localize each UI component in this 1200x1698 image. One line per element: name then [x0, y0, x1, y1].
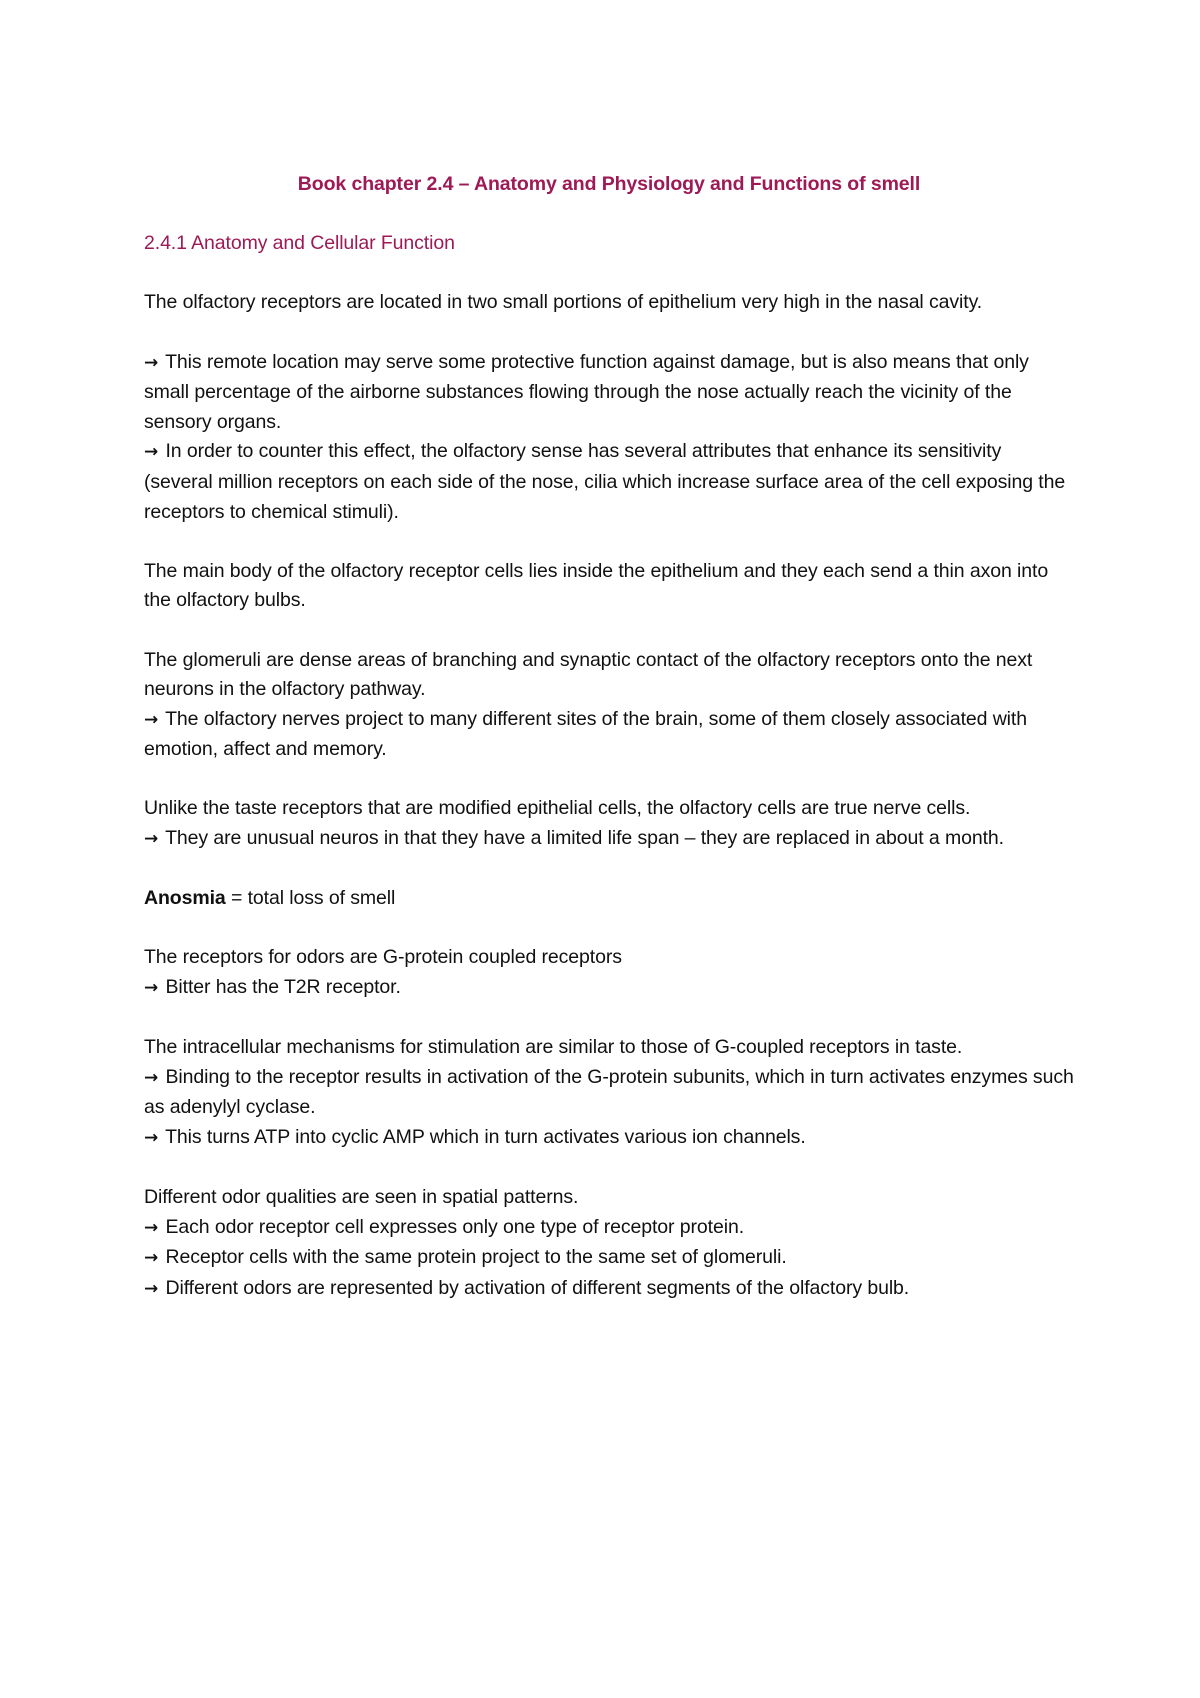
line-text: Each odor receptor cell expresses only one type of receptor protein.: [165, 1215, 745, 1238]
line-text: Bitter has the T2R receptor.: [165, 976, 401, 999]
right-arrow-icon: →: [144, 352, 159, 373]
line-text: = total loss of smell: [225, 887, 396, 910]
paragraph-list: [144, 288, 1074, 1304]
arrow-bullet-line: [144, 348, 1074, 438]
right-arrow-icon: →: [144, 442, 159, 463]
line-text: In order to counter this effect, the olfactory sense has several attributes that enhance its sensitivity (several million receptors on each side of the nose, cilia which increase surface area of the cell exposing the receptors to chemical stimuli).: [144, 440, 1066, 523]
arrow-bullet-line: [144, 973, 1074, 1004]
paragraph: [144, 1183, 1074, 1304]
paragraph: [144, 943, 1074, 1003]
right-arrow-icon: →: [144, 1067, 159, 1088]
document-body: [144, 170, 1074, 1334]
right-arrow-icon: →: [144, 1128, 159, 1148]
line-text: Different odors are represented by activation of different segments of the olfactory bulb.: [165, 1276, 910, 1299]
line-text: The intracellular mechanisms for stimulation are similar to those of G-coupled receptors in taste.: [144, 1036, 963, 1059]
paragraph-line: [144, 1033, 1074, 1063]
paragraph: [144, 884, 1074, 914]
paragraph: [144, 348, 1074, 528]
line-text: Binding to the receptor results in activation of the G-protein subunits, which in turn activates enzymes such as adenylyl cyclase.: [144, 1065, 1074, 1119]
line-text: The receptors for odors are G-protein coupled receptors: [144, 946, 622, 969]
paragraph: [144, 1033, 1074, 1153]
line-text: The main body of the olfactory receptor cells lies inside the epithelium and they each send a thin axon into the olfactory bulbs.: [144, 559, 1049, 612]
line-text: The glomeruli are dense areas of branching and synaptic contact of the olfactory receptors onto the next neurons in the olfactory pathway.: [144, 648, 1033, 701]
right-arrow-icon: →: [144, 1217, 159, 1238]
line-text: This turns ATP into cyclic AMP which in turn activates various ion channels.: [165, 1126, 806, 1148]
arrow-bullet-line: [144, 1213, 1074, 1244]
line-text: Receptor cells with the same protein project to the same set of glomeruli.: [165, 1246, 787, 1269]
line-text: This remote location may serve some protective function against damage, but is also means that only small percentage of the airborne substances flowing through the nose actually reach the vicinity of the sensory organs.: [144, 350, 1029, 433]
right-arrow-icon: →: [144, 709, 159, 730]
paragraph: [144, 557, 1074, 616]
document-title: Book chapter 2.4 – Anatomy and Physiology and Functions of smell: [297, 173, 921, 195]
arrow-bullet-line: [144, 1243, 1074, 1274]
paragraph-line: [144, 943, 1074, 973]
arrow-bullet-line: [144, 1274, 1074, 1305]
paragraph-line: [144, 557, 1074, 616]
paragraph-line: [144, 1183, 1074, 1213]
section-heading: 2.4.1 Anatomy and Cellular Function: [144, 232, 455, 255]
paragraph-line: [144, 794, 1074, 824]
right-arrow-icon: →: [144, 1278, 159, 1299]
line-text: Different odor qualities are seen in spatial patterns.: [144, 1186, 579, 1209]
right-arrow-icon: →: [144, 1248, 159, 1269]
arrow-bullet-line: [144, 824, 1074, 855]
paragraph: [144, 288, 1074, 318]
line-text: The olfactory nerves project to many different sites of the brain, some of them closely associated with emotion, affect and memory.: [144, 707, 1027, 761]
line-text: The olfactory receptors are located in two small portions of epithelium very high in the nasal cavity.: [144, 291, 983, 314]
line-text: Unlike the taste receptors that are modified epithelial cells, the olfactory cells are true nerve cells.: [144, 797, 971, 820]
paragraph-line: [144, 646, 1074, 705]
paragraph: [144, 794, 1074, 854]
right-arrow-icon: →: [144, 978, 159, 999]
paragraph-line: [144, 288, 1074, 318]
right-arrow-icon: →: [144, 829, 159, 850]
defined-term: Anosmia: [144, 887, 226, 910]
paragraph: [144, 646, 1074, 765]
paragraph-line: [144, 884, 1074, 914]
arrow-bullet-line: [144, 705, 1074, 765]
arrow-bullet-line: [144, 437, 1074, 527]
arrow-bullet-line: [144, 1063, 1074, 1123]
arrow-bullet-line: [144, 1123, 1074, 1154]
line-text: They are unusual neuros in that they have a limited life span – they are replaced in about a month.: [165, 827, 1004, 850]
